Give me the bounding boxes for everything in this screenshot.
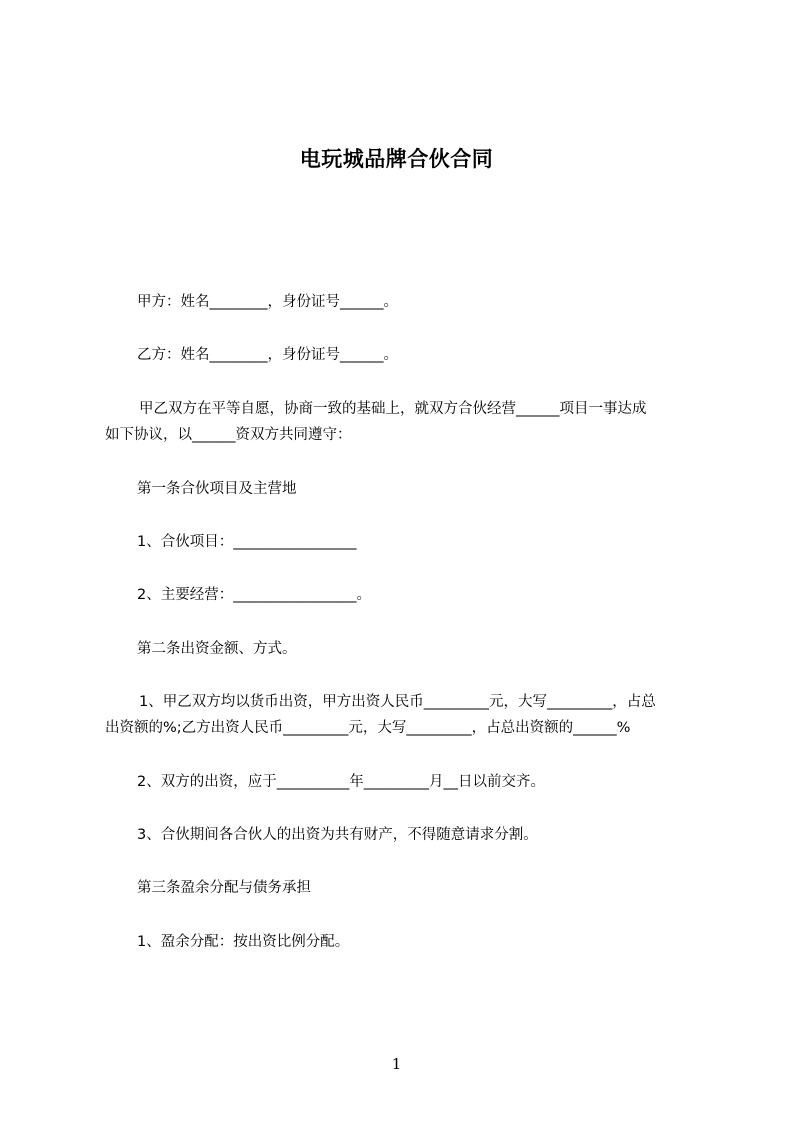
document-title: 电玩城品牌合伙合同 [299, 147, 494, 171]
article-1-item-1: 1、合伙项目：_________________ [137, 534, 357, 550]
intro-line-2: 如下协议，以______资双方共同遵守： [105, 427, 352, 443]
article-3-item-1: 1、盈余分配：按出资比例分配。 [137, 934, 350, 950]
article-2-item-3: 3、合伙期间各合伙人的出资为共有财产，不得随意请求分割。 [137, 827, 538, 843]
intro-line-1: 甲乙双方在平等自愿，协商一致的基础上，就双方合伙经营______项目一事达成 [139, 401, 647, 417]
article-3-heading: 第三条盈余分配与债务承担 [137, 880, 311, 896]
party-a-line: 甲方：姓名________，身份证号______。 [137, 294, 398, 310]
article-1-item-2: 2、主要经营：_________________。 [137, 587, 371, 603]
article-2-heading: 第二条出资金额、方式。 [137, 641, 297, 657]
page-number: 1 [391, 1055, 402, 1073]
article-1-heading: 第一条合伙项目及主营地 [137, 481, 297, 497]
party-b-line: 乙方：姓名________，身份证号______。 [137, 347, 398, 363]
article-2-item-1-line-2: 出资额的%;乙方出资人民币_________元，大写_________，占总出资额的______% [105, 720, 631, 736]
article-2-item-2: 2、双方的出资，应于__________年_________月__日以前交齐。 [137, 774, 545, 790]
article-2-item-1-line-1: 1、甲乙双方均以货币出资，甲方出资人民币_________元，大写_________，占总 [139, 694, 656, 710]
